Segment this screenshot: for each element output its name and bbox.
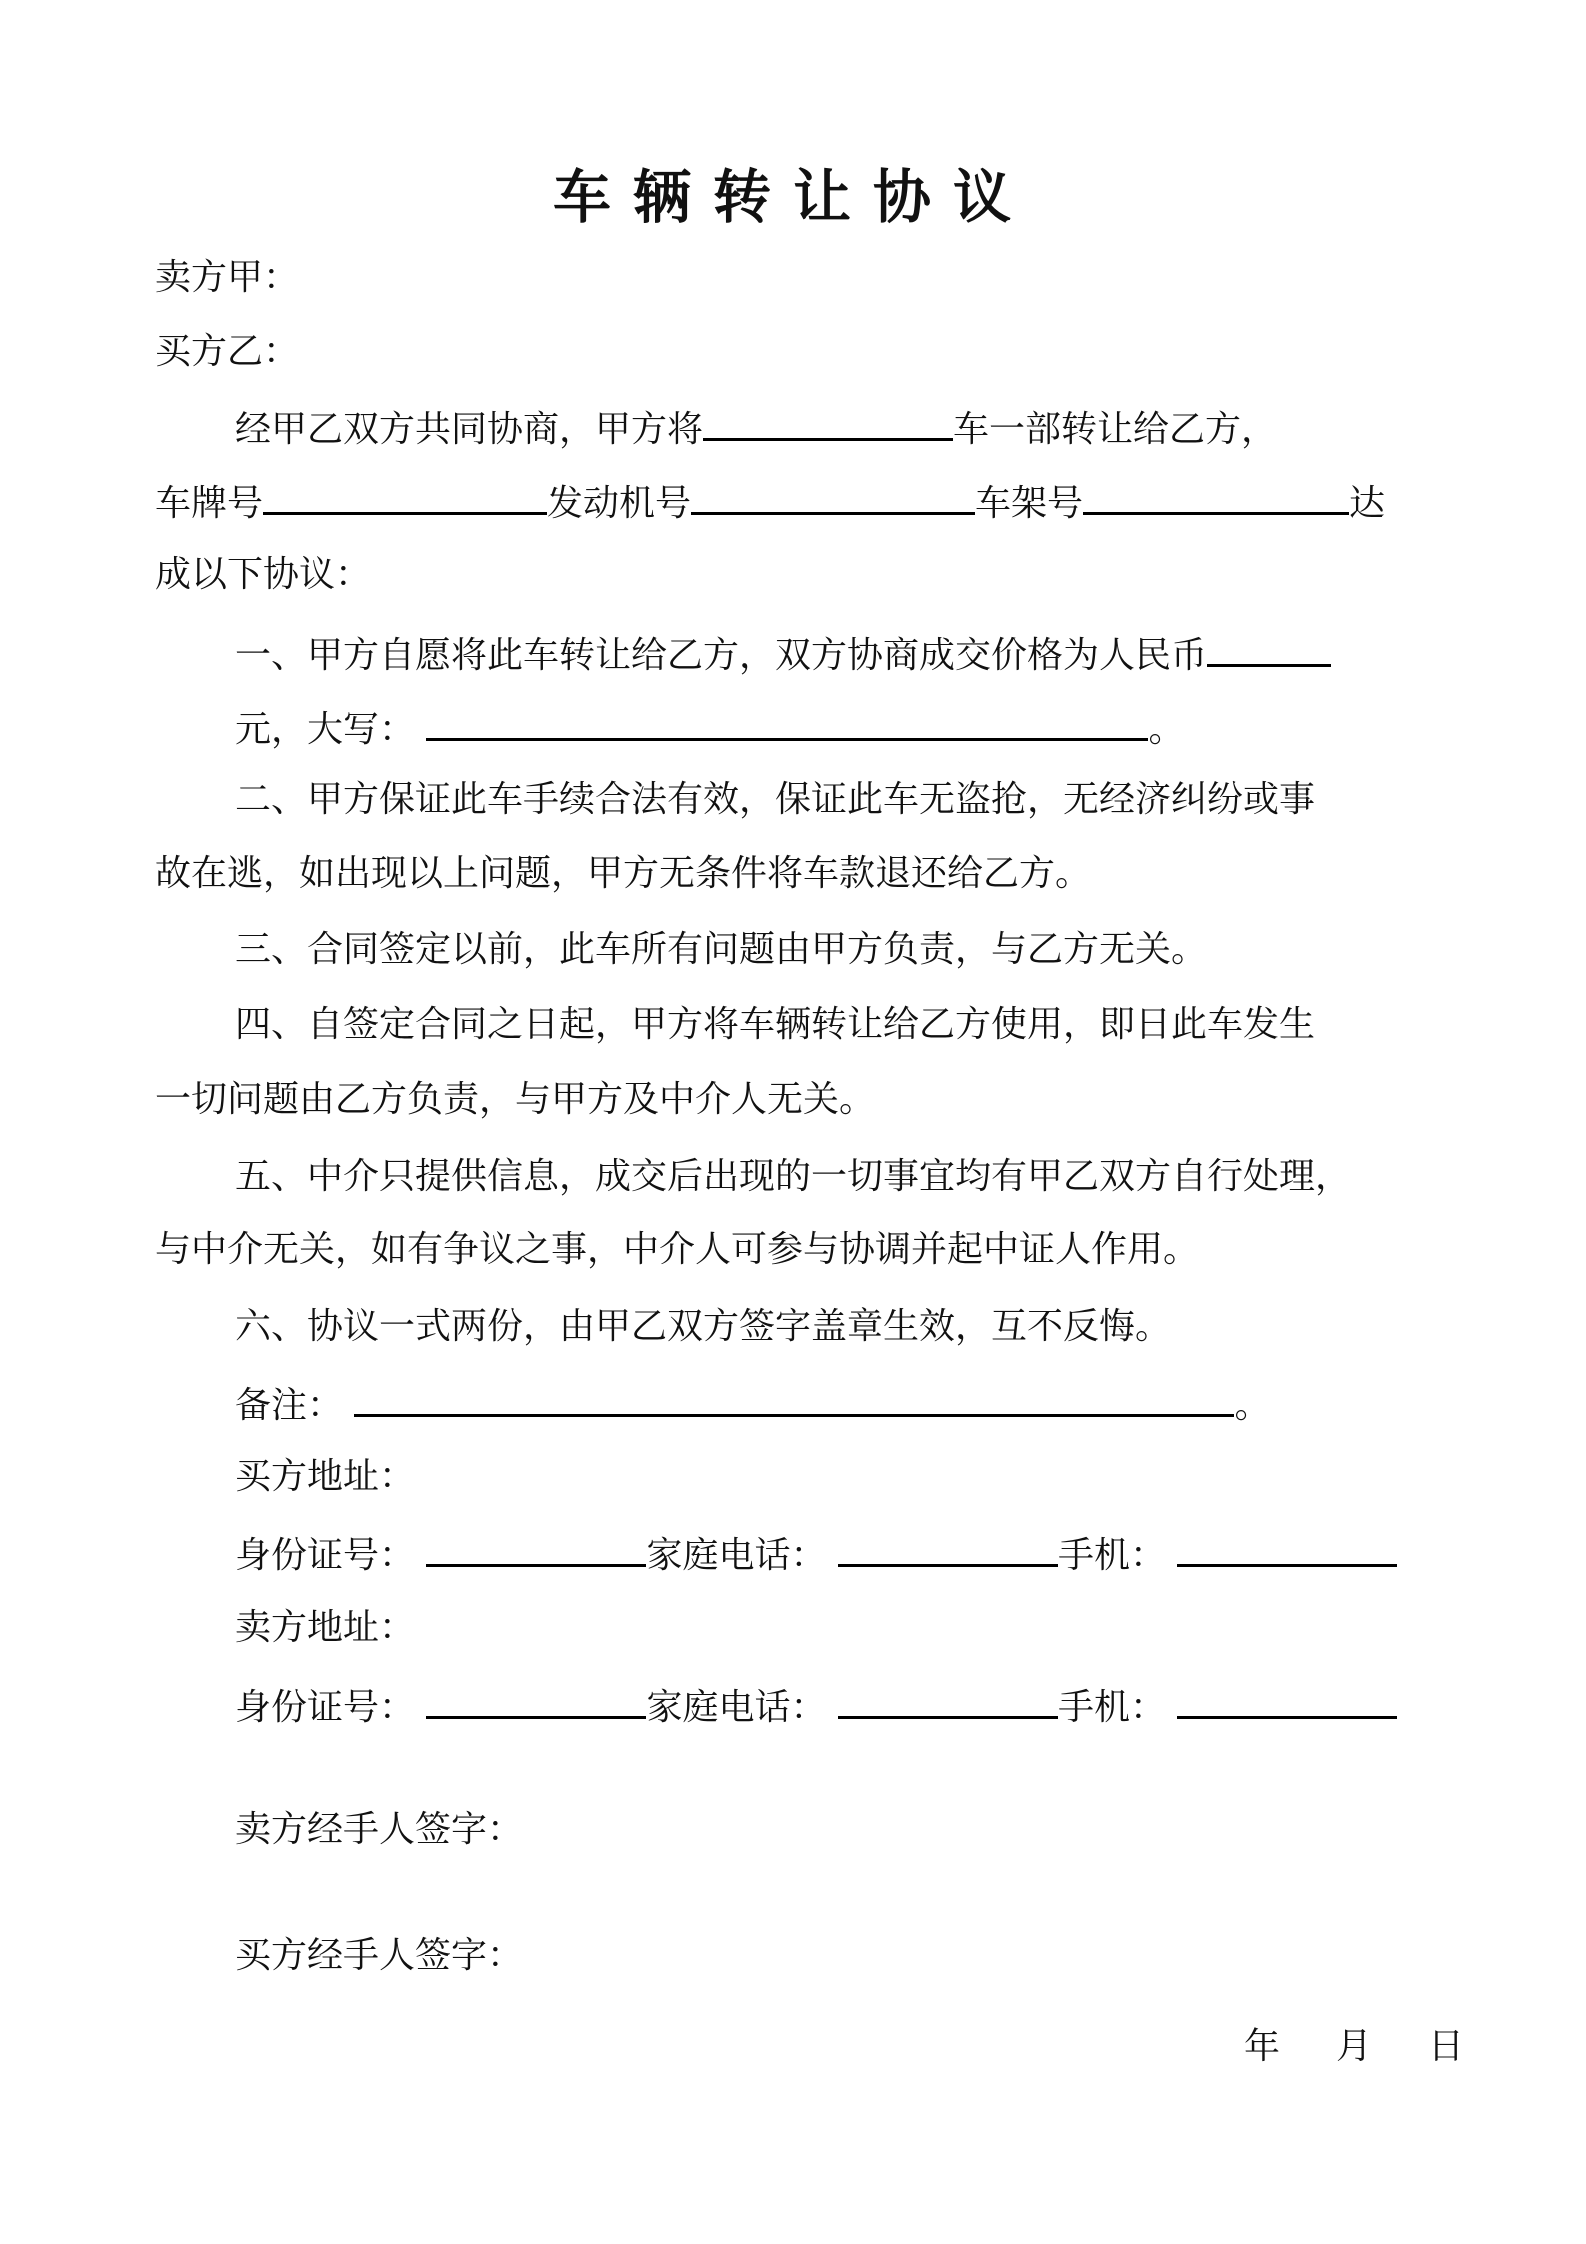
buyer-home-phone-label: 家庭电话： xyxy=(646,1535,827,1576)
date-year: 年 xyxy=(1244,2026,1281,2067)
engine-label: 发动机号 xyxy=(547,483,692,524)
date-line xyxy=(1244,2018,1464,2069)
document-title: 车辆转让协议 xyxy=(552,163,1033,231)
price-uppercase-blank[interactable] xyxy=(426,704,1148,741)
seller-id-label: 身份证号： xyxy=(235,1687,416,1728)
reach-text: 达 xyxy=(1349,483,1386,524)
remarks-blank[interactable] xyxy=(354,1380,1234,1417)
frame-label: 车架号 xyxy=(975,483,1084,524)
buyer-address: 买方地址： xyxy=(235,1456,416,1497)
clause-2-line-1: 二、甲方保证此车手续合法有效，保证此车无盗抢，无经济纠纷或事 xyxy=(235,779,1316,820)
clause-1-line-2 xyxy=(235,704,1184,752)
buyer-id-label: 身份证号： xyxy=(235,1535,416,1576)
buyer-agent-signature: 买方经手人签字： xyxy=(235,1935,524,1976)
seller-mobile-label: 手机： xyxy=(1057,1687,1166,1728)
period: 。 xyxy=(1148,709,1185,750)
seller-contact-line xyxy=(235,1682,1397,1730)
seller-agent-signature: 卖方经手人签字： xyxy=(235,1809,524,1850)
buyer-party-label: 买方乙： xyxy=(155,331,300,372)
clause-1-text: 一、甲方自愿将此车转让给乙方，双方协商成交价格为人民币 xyxy=(235,635,1208,676)
seller-id-blank[interactable] xyxy=(426,1682,646,1719)
buyer-id-blank[interactable] xyxy=(426,1530,646,1567)
date-month: 月 xyxy=(1336,2026,1373,2067)
clause-4-line-1: 四、自签定合同之日起，甲方将车辆转让给乙方使用，即日此车发生 xyxy=(235,1004,1316,1045)
engine-number-blank[interactable] xyxy=(691,478,975,515)
clause-4-line-2: 一切问题由乙方负责，与甲方及中介人无关。 xyxy=(155,1079,876,1120)
frame-number-blank[interactable] xyxy=(1083,478,1349,515)
vehicle-model-blank[interactable] xyxy=(703,404,953,441)
buyer-home-phone-blank[interactable] xyxy=(838,1530,1058,1567)
seller-home-phone-label: 家庭电话： xyxy=(646,1687,827,1728)
intro-text-before: 经甲乙双方共同协商，甲方将 xyxy=(235,409,704,450)
plate-label: 车牌号 xyxy=(155,483,264,524)
clause-3: 三、合同签定以前，此车所有问题由甲方负责，与乙方无关。 xyxy=(235,929,1208,970)
clause-2-line-2: 故在逃，如出现以上问题，甲方无条件将车款退还给乙方。 xyxy=(155,853,1092,894)
remarks-period: 。 xyxy=(1234,1385,1271,1426)
seller-party-label: 卖方甲： xyxy=(155,257,300,298)
intro-line-1 xyxy=(235,404,1277,452)
plate-number-blank[interactable] xyxy=(263,478,547,515)
intro-line-2 xyxy=(155,478,1385,526)
clause-1-line-1 xyxy=(235,630,1331,678)
intro-line-3: 成以下协议： xyxy=(155,554,372,595)
seller-address: 卖方地址： xyxy=(235,1607,416,1648)
seller-mobile-blank[interactable] xyxy=(1177,1682,1397,1719)
clause-5-line-2: 与中介无关，如有争议之事，中介人可参与协调并起中证人作用。 xyxy=(155,1229,1200,1270)
clause-5-line-1: 五、中介只提供信息，成交后出现的一切事宜均有甲乙双方自行处理， xyxy=(235,1156,1352,1197)
date-day: 日 xyxy=(1428,2026,1465,2067)
remarks-line xyxy=(235,1380,1270,1428)
price-number-blank[interactable] xyxy=(1207,630,1331,667)
yuan-uppercase-label: 元，大写： xyxy=(235,709,416,750)
clause-6: 六、协议一式两份，由甲乙双方签字盖章生效，互不反悔。 xyxy=(235,1306,1172,1347)
seller-home-phone-blank[interactable] xyxy=(838,1682,1058,1719)
intro-text-after: 车一部转让给乙方， xyxy=(953,409,1278,450)
buyer-mobile-label: 手机： xyxy=(1057,1535,1166,1576)
remarks-label: 备注： xyxy=(235,1385,344,1426)
buyer-mobile-blank[interactable] xyxy=(1177,1530,1397,1567)
buyer-contact-line xyxy=(235,1530,1397,1578)
